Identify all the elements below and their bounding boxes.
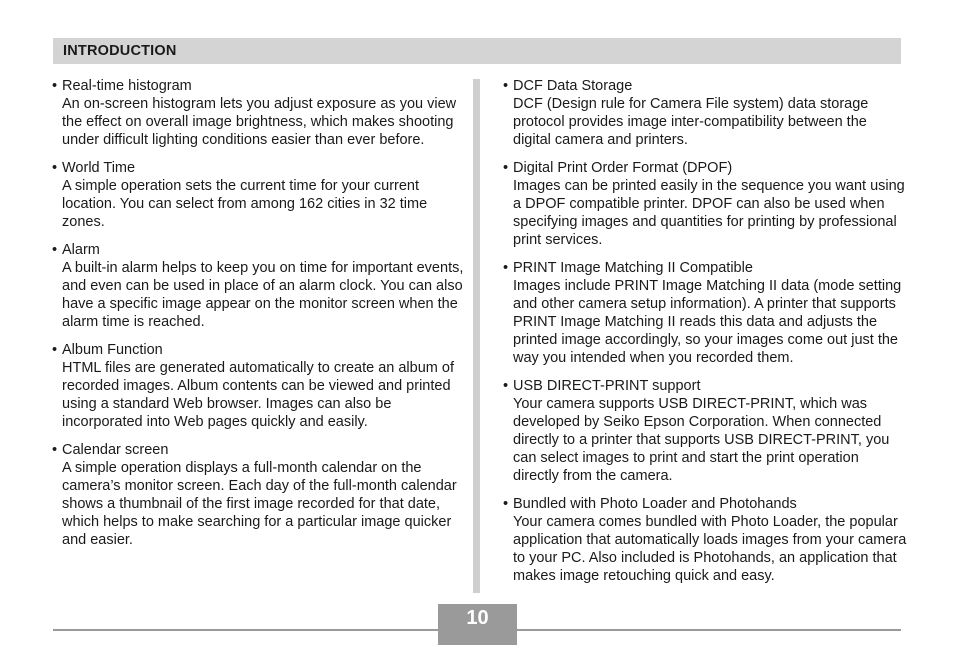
bullet: • [503, 160, 509, 176]
feature-title: Real-time histogram [62, 78, 192, 94]
feature-item [503, 159, 908, 249]
feature-item [52, 159, 464, 231]
feature-title: Bundled with Photo Loader and Photohands [513, 496, 797, 512]
feature-title: PRINT Image Matching II Compatible [513, 260, 753, 276]
bullet: • [503, 78, 509, 94]
feature-item [503, 77, 908, 149]
feature-description: DCF (Design rule for Camera File system) data storage protocol provides image inter-compatibility between the digital camera and printers. [513, 96, 869, 148]
section-header [53, 38, 901, 64]
feature-title: Digital Print Order Format (DPOF) [513, 160, 733, 176]
feature-item [52, 341, 464, 431]
left-column [52, 77, 464, 559]
feature-title: Calendar screen [62, 442, 169, 458]
feature-title: USB DIRECT-PRINT support [513, 378, 701, 394]
feature-description: An on-screen histogram lets you adjust exposure as you view the effect on overall image brightness, which makes shooting under difficult lighting conditions easier than ever before. [62, 96, 457, 148]
feature-description: Your camera supports USB DIRECT-PRINT, which was developed by Seiko Epson Corporation. When connected directly to a printer that supports USB DIRECT-PRINT, you can select images to print and start the print operation directly from the camera. [513, 396, 890, 484]
feature-item [52, 241, 464, 331]
feature-description: A simple operation sets the current time for your current location. You can select from among 162 cities in 32 time zones. [62, 178, 428, 230]
right-column [503, 77, 908, 595]
feature-title: DCF Data Storage [513, 78, 633, 94]
feature-item [503, 495, 908, 585]
feature-description: Images can be printed easily in the sequence you want using a DPOF compatible printer. DPOF can also be used when specifying images and quantities for printing by professional print services. [513, 178, 905, 248]
page-number-tab [438, 632, 517, 645]
feature-title: Album Function [62, 342, 163, 358]
bullet: • [52, 342, 58, 358]
feature-description: A built-in alarm helps to keep you on time for important events, and even can be used in place of an alarm clock. You can also have a specific image appear on the monitor screen when the alarm time is reached. [62, 260, 464, 330]
feature-item [52, 441, 464, 549]
section-title: INTRODUCTION [63, 43, 177, 59]
bullet: • [52, 160, 58, 176]
bullet: • [52, 242, 58, 258]
column-divider [473, 79, 480, 593]
feature-item [52, 77, 464, 149]
bullet: • [503, 378, 509, 394]
feature-item [503, 377, 908, 485]
feature-description: HTML files are generated automatically to create an album of recorded images. Album contents can be viewed and printed using a standard Web browser. Images can also be incorporated into Web pages quickly and easily. [62, 360, 454, 430]
feature-description: A simple operation displays a full-month calendar on the camera’s monitor screen. Each day of the full-month calendar shows a thumbnail of the first image recorded for that date, which helps to make searching for a particular image quicker and easier. [62, 460, 457, 548]
page-number: 10 [438, 604, 517, 632]
feature-title: Alarm [62, 242, 100, 258]
bullet: • [503, 260, 509, 276]
feature-description: Your camera comes bundled with Photo Loader, the popular application that automatically loads images from your camera to your PC. Also included is Photohands, an application that makes image retouching quick and easy. [513, 514, 907, 584]
feature-description: Images include PRINT Image Matching II data (mode setting and other camera setup information). A printer that supports PRINT Image Matching II reads this data and adjusts the printed image accordingly, so your images come out just the way you intended when you recorded them. [513, 278, 902, 366]
bullet: • [52, 442, 58, 458]
feature-item [503, 259, 908, 367]
feature-title: World Time [62, 160, 136, 176]
bullet: • [52, 78, 58, 94]
bullet: • [503, 496, 509, 512]
